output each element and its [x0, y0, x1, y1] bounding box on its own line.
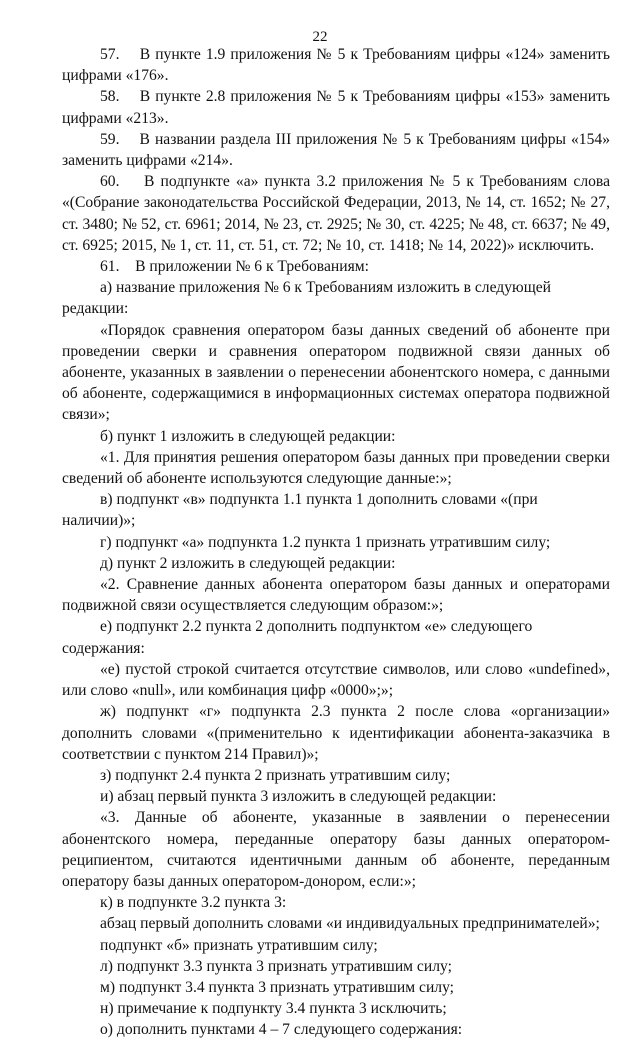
- paragraph-58: 58. В пункте 2.8 приложения № 5 к Требованиям цифры «153» заменить цифрами «213».: [62, 88, 610, 127]
- paragraph-61: 61. В приложении № 6 к Требованиям:: [100, 258, 369, 276]
- quote-title-procedure: «Порядок сравнения оператором базы данных сведений об абоненте при проведении сверки и сравнения оператором подвижной связи данных об абоненте, указанных в заявлении о перенесении абонентского номера, с данными об абоненте, содержащимися в информационных системах оператора подвижной связи»;: [62, 321, 610, 424]
- quote-point-1: «1. Для принятия решения оператором базы данных при проведении сверки сведений об абоненте используются следующие данные:»;: [62, 448, 610, 488]
- subitem-g: г) подпункт «а» подпункта 1.2 пункта 1 признать утратившим силу;: [100, 533, 551, 551]
- page-number: 22: [312, 29, 328, 45]
- subitem-zh: ж) подпункт «г» подпункта 2.3 пункта 2 после слова «организации» дополнить словами «(применительно к идентификации абонента-заказчика в соответствии с пунктом 214 Правил)»;: [62, 703, 610, 763]
- quote-point-2: «2. Сравнение данных абонента оператором базы данных и операторами подвижной связи осуществляется следующим образом:»;: [62, 576, 610, 615]
- subitem-b: б) пункт 1 изложить в следующей редакции:: [100, 427, 396, 445]
- subitem-m: м) подпункт 3.4 пункта 3 признать утратившим силу;: [100, 978, 454, 996]
- quote-subpoint-e: «е) пустой строкой считается отсутствие символов, или слово «undefined», или слово «null», или комбинация цифр «0000»;»;: [62, 660, 610, 700]
- subitem-l: л) подпункт 3.3 пункта 3 признать утратившим силу;: [100, 957, 452, 975]
- paragraph-60: 60. В подпункте «а» пункта 3.2 приложения № 5 к Требованиям слова «(Собрание законодательства Российской Федерации, 2013, № 14, ст. 1652; № 27, ст. 3480; № 52, ст. 6961; 2014, № 23, ст. 2925; № 30, ст. 4225; № 48, ст. 6637; № 49, ст. 6925; 2015, № 1, ст. 11, ст. 51, ст. 72; № 10, ст. 1418; № 14, 2022)» исключить.: [62, 173, 610, 254]
- subitem-k-podpunkt: подпункт «б» признать утратившим силу;: [100, 936, 378, 954]
- subitem-i: и) абзац первый пункта 3 изложить в следующей редакции:: [100, 788, 497, 806]
- subitem-e: е) подпункт 2.2 пункта 2 дополнить подпунктом «е» следующего содержания:: [62, 618, 533, 657]
- subitem-n: н) примечание к подпункту 3.4 пункта 3 исключить;: [100, 1000, 447, 1018]
- subitem-v: в) подпункт «в» подпункта 1.1 пункта 1 дополнить словами «(при наличии)»;: [62, 491, 538, 530]
- subitem-k: к) в подпункте 3.2 пункта 3:: [100, 894, 287, 912]
- subitem-o: о) дополнить пунктами 4 – 7 следующего содержания:: [100, 1021, 463, 1039]
- paragraph-57: 57. В пункте 1.9 приложения № 5 к Требованиям цифры «124» заменить цифрами «176».: [62, 46, 610, 85]
- document-body: [62, 44, 610, 1041]
- quote-point-3: «3. Данные об абоненте, указанные в заявлении о перенесении абонентского номера, переданные оператору базы данных оператором-реципиентом, считаются идентичными данным об абоненте, переданным оператору базы данных оператором-донором, если:»;: [62, 809, 610, 890]
- subitem-d: д) пункт 2 изложить в следующей редакции:: [100, 554, 396, 572]
- subitem-a: а) название приложения № 6 к Требованиям изложить в следующей редакции:: [62, 279, 551, 318]
- subitem-z: з) подпункт 2.4 пункта 2 признать утратившим силу;: [100, 766, 451, 784]
- paragraph-59: 59. В названии раздела III приложения № 5 к Требованиям цифры «154» заменить цифрами «214».: [62, 130, 610, 170]
- subitem-k-abzac: абзац первый дополнить словами «и индивидуальных предпринимателей»;: [100, 915, 600, 933]
